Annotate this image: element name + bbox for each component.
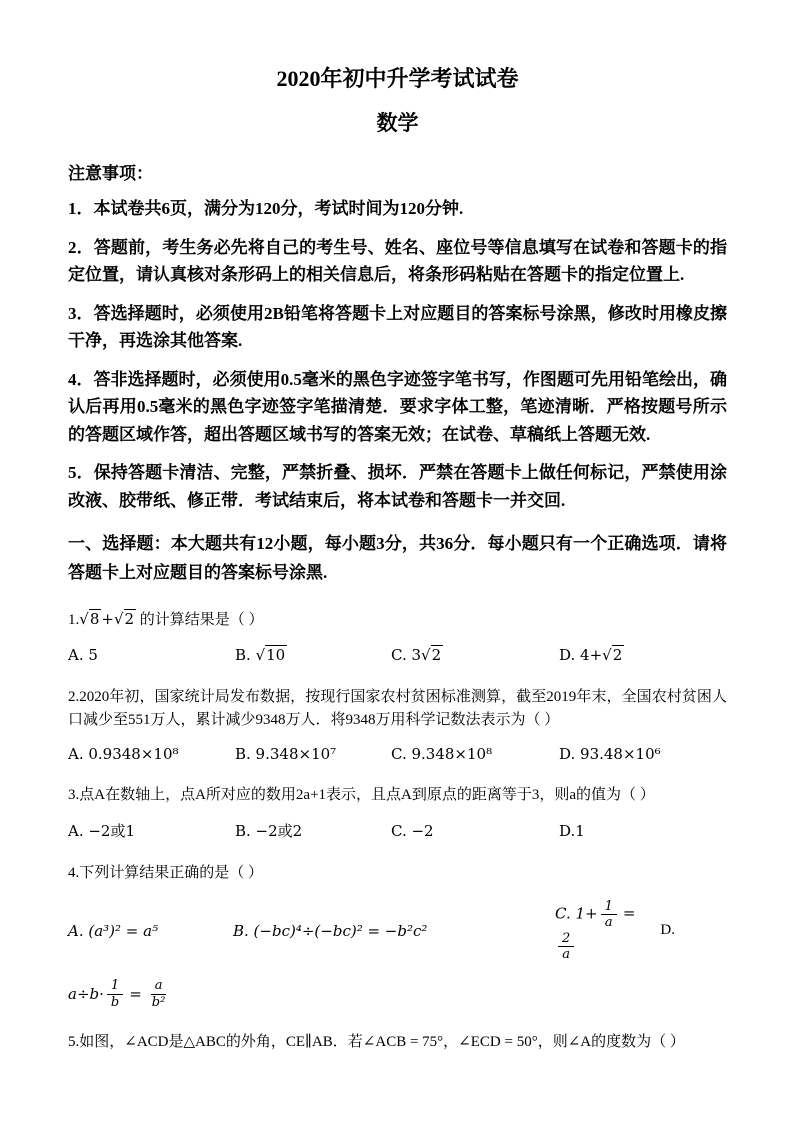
notice-heading: 注意事项： [68, 164, 153, 183]
question-4-option-b: B. (−bc)⁴÷(−bc)² = −b²c² [233, 921, 428, 940]
question-1-option-c: C. 3 √ 2 [391, 646, 559, 665]
notice-item-5: 5．保持答题卡清洁、完整，严禁折叠、损坏．严禁在答题卡上做任何标记，严禁使用涂改液、胶带纸、修正带．考试结束后，将本试卷和答题卡一并交回. [68, 463, 727, 510]
question-2-option-a: A. 0.9348×10⁸ [68, 745, 179, 764]
question-4-stem: 4.下列计算结果正确的是（ ） [68, 865, 264, 882]
question-2 [68, 686, 727, 764]
sqrt-radical: √ 10 [256, 646, 288, 664]
question-2-option-c: C. 9.348×10⁸ [391, 745, 493, 764]
subject-title: 数学 [376, 111, 419, 135]
question-4-options [68, 899, 727, 963]
question-3-option-c: C. −2 [391, 821, 434, 840]
question-4-option-a: A. (a³)² = a⁵ [68, 921, 159, 940]
question-2-option-d: D. 93.48×10⁶ [559, 745, 661, 764]
sqrt-radical: √ 2 [602, 646, 624, 664]
question-2-options [68, 745, 727, 763]
fraction: $\frac{1}{b}$ [107, 978, 123, 1010]
question-1-option-d: D. 4+ √ 2 [559, 646, 727, 665]
question-3 [68, 784, 727, 841]
notice-item-3: 3．答选择题时，必须使用2B铅笔将答题卡上对应题目的答案标号涂黑，修改时用橡皮擦干净，再选涂其他答案. [68, 303, 727, 351]
question-1-option-b: B. √ 10 [235, 646, 391, 665]
question-4-option-d-label: D. [660, 922, 675, 939]
fraction: $\frac{1}{a}$ [601, 899, 617, 931]
math-expression [79, 610, 136, 628]
notice-item-1: 1．本试卷共6页，满分为120分，考试时间为120分钟. [68, 199, 464, 218]
question-4-option-c: C. 1+ $\frac{1}{a}$ = $\frac{2}{a}$ [555, 898, 636, 963]
sqrt-radical: √ 8 [79, 608, 101, 631]
sqrt-radical: √ 2 [421, 646, 443, 664]
question-1-stem [68, 608, 727, 632]
question-4-option-d-expression: a÷b· $\frac{1}{b}$ = $\frac{a}{\text{b²}}$ [68, 978, 727, 1010]
question-1-text: 的计算结果是（ ） [136, 612, 264, 629]
question-2-stem: 2.2020年初，国家统计局发布数据，按现行国家农村贫困标准测算，截至2019年末，全国农村贫困人口减少至551万人，累计减少9348万人．将9348万用科学记数法表示为（ ） [68, 688, 727, 728]
question-3-stem: 3.点A在数轴上，点A所对应的数用2a+1表示，且点A到原点的距离等于3，则a的值为（ ） [68, 787, 655, 804]
question-1 [68, 608, 727, 664]
page-title: 2020年初中升学考试试卷 [276, 66, 519, 91]
section-heading: 一、选择题：本大题共有12小题，每小题3分，共36分．每小题只有一个正确选项．请将答题卡上对应题目的答案标号涂黑. [68, 534, 727, 582]
question-3-option-a: A. −2或1 [68, 822, 136, 841]
question-5 [68, 1031, 727, 1054]
fraction: $\frac{a}{\text{b²}}$ [151, 978, 166, 1010]
question-1-number: 1. [68, 612, 80, 629]
question-5-stem: 5.如图，∠ACD是△ABC的外角，CE∥AB．若∠ACB = 75°，∠ECD = 50°，则∠A的度数为（ ） [68, 1034, 685, 1051]
notice-item-4: 4．答非选择题时，必须使用0.5毫米的黑色字迹签字笔书写，作图题可先用铅笔绘出，确认后再用0.5毫米的黑色字迹签字笔描清楚．要求字体工整，笔迹清晰．严格按题号所示的答题区域作答，超出答题区域书写的答案无效；在试卷、草稿纸上答题无效. [68, 369, 727, 444]
question-1-option-a: A. 5 [68, 645, 98, 664]
question-4 [68, 862, 727, 1010]
question-3-option-b: B. −2或2 [235, 822, 303, 841]
sqrt-radical: √ 2 [114, 608, 136, 631]
equals-sign: = [129, 985, 142, 1004]
fraction: $\frac{2}{a}$ [558, 931, 574, 963]
question-3-options [68, 820, 727, 841]
question-3-option-d: D.1 [559, 821, 585, 840]
question-2-option-b: B. 9.348×10⁷ [235, 745, 337, 764]
plus-operator: + [101, 610, 114, 629]
notice-item-2: 2．答题前，考生务必先将自己的考生号、姓名、座位号等信息填写在试卷和答题卡的指定位置，请认真核对条形码上的相关信息后，将条形码粘贴在答题卡的指定位置上. [68, 237, 727, 285]
question-1-options [68, 646, 727, 665]
equals-sign: = [622, 904, 636, 923]
